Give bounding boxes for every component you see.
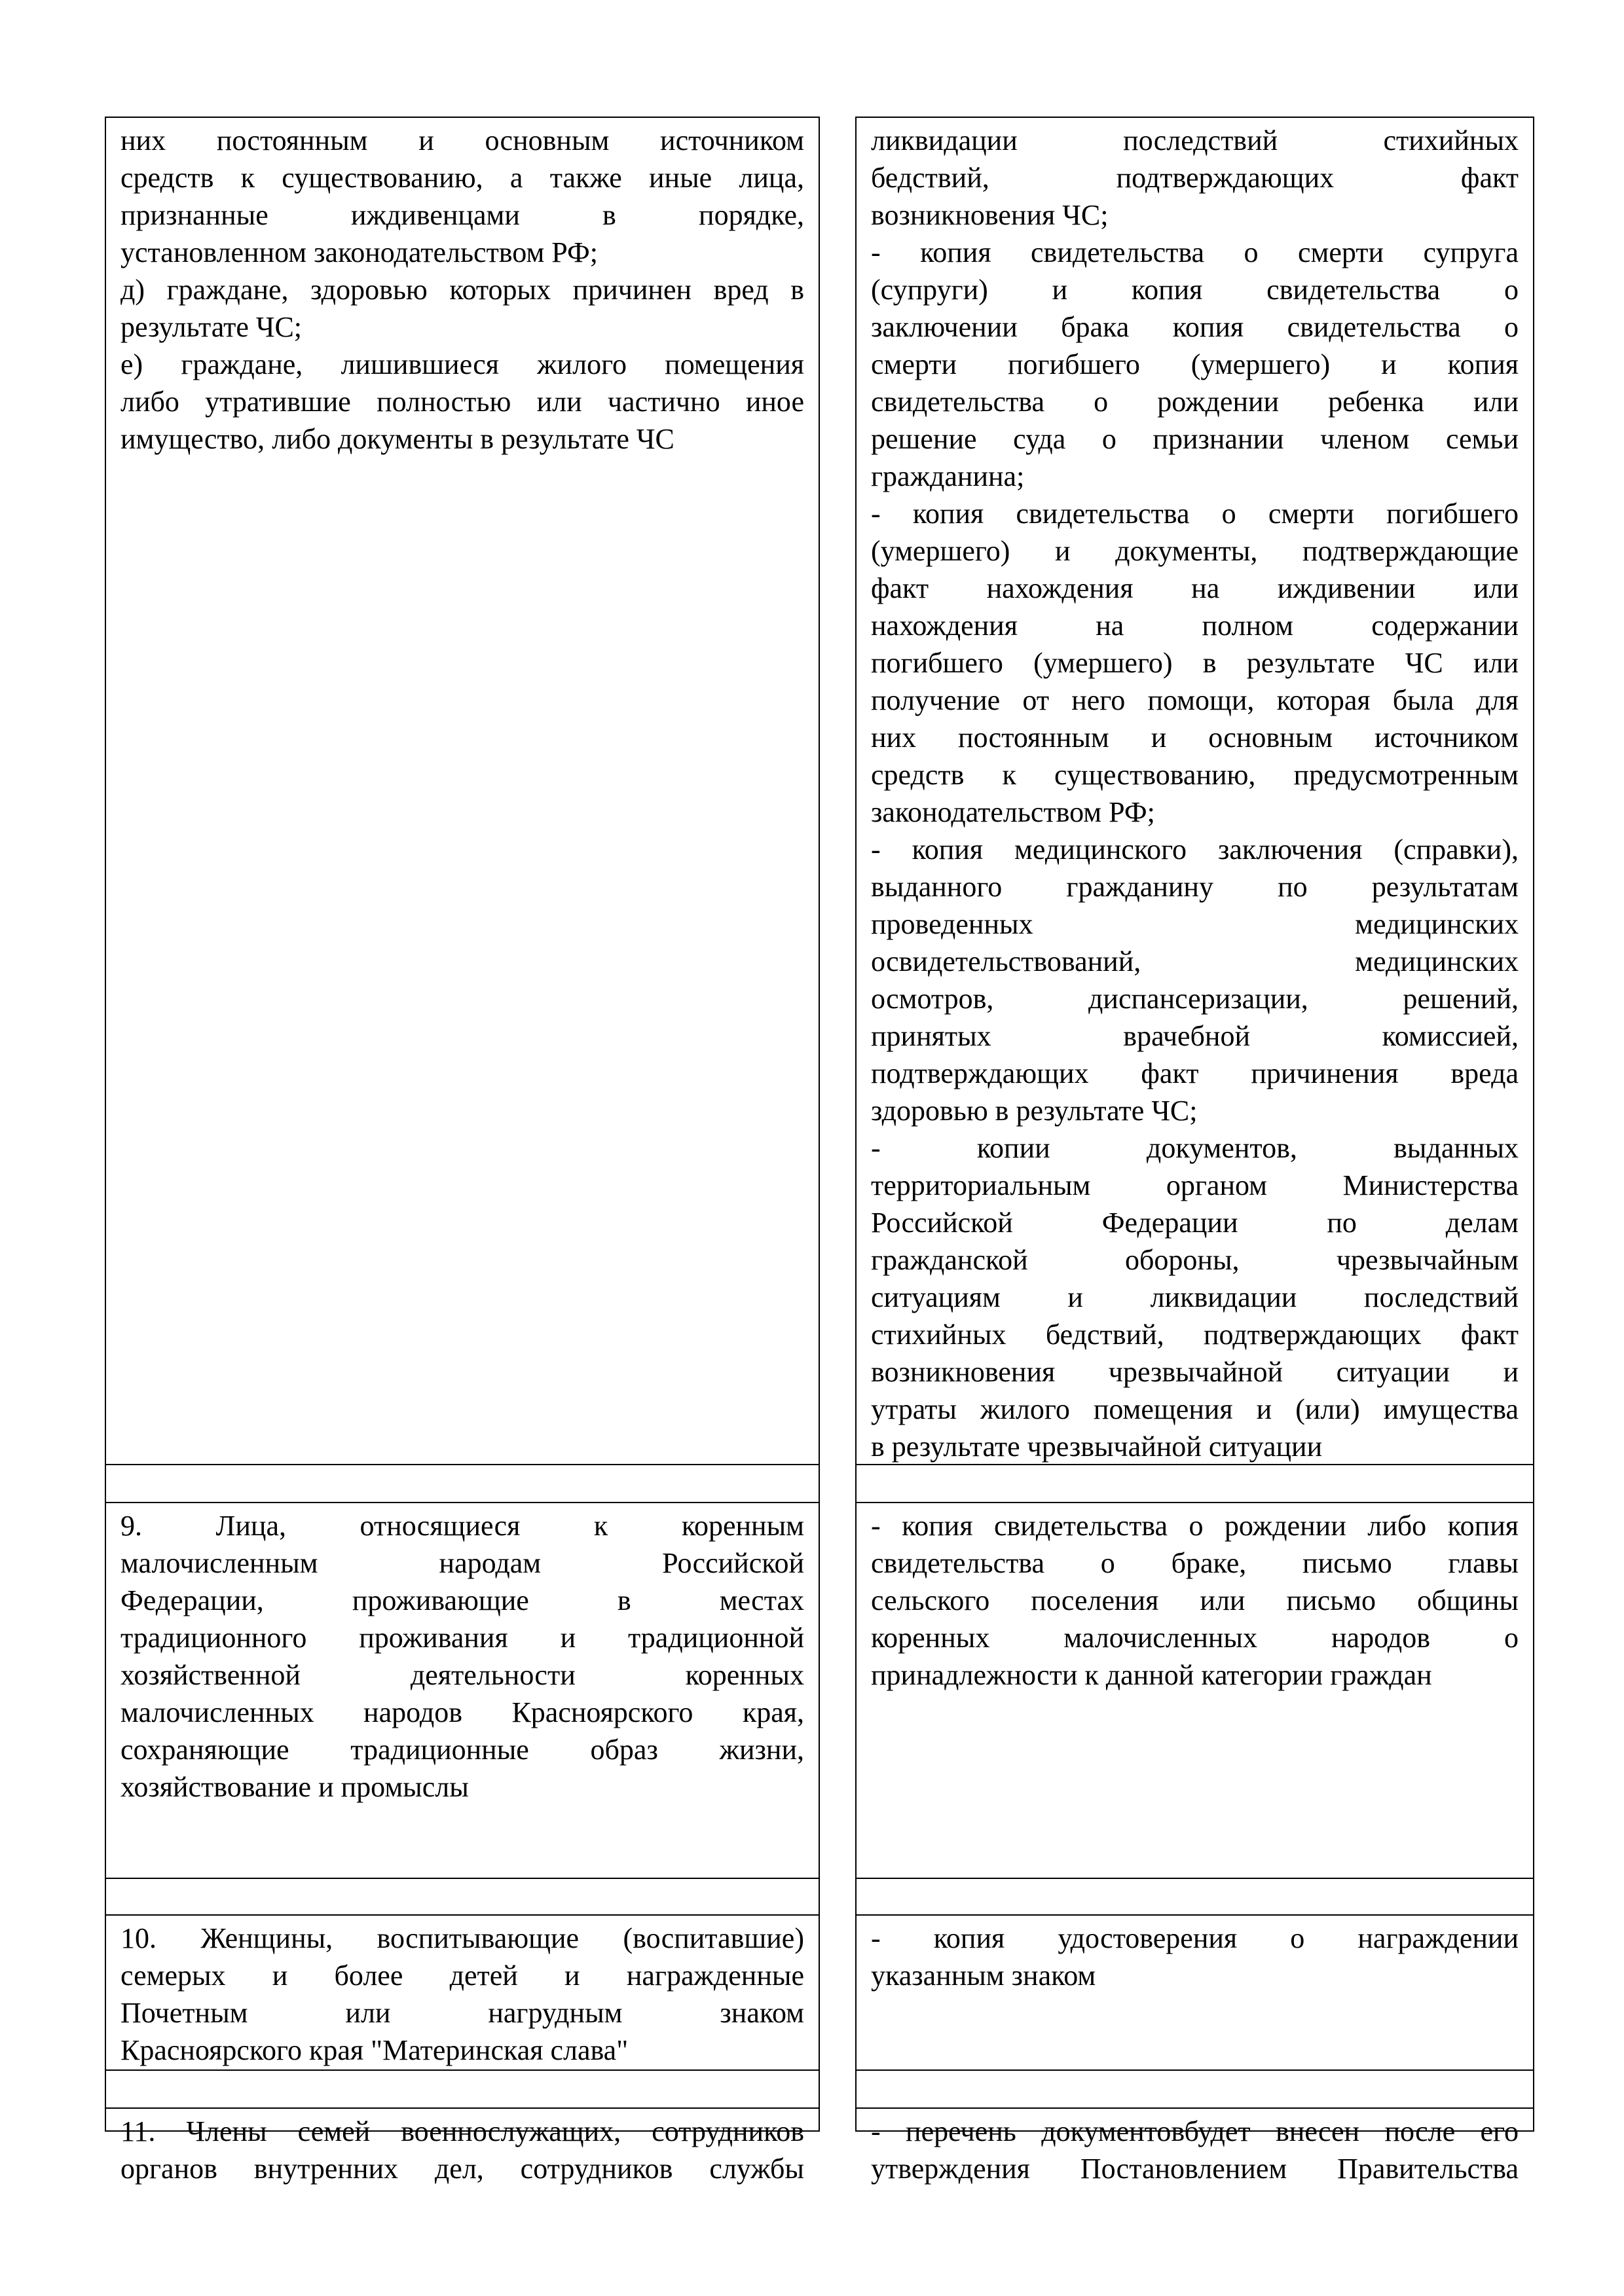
left-cell-row-9: [106, 1503, 819, 1879]
left-spacer-row-8: [106, 1465, 819, 1503]
text-line: малочисленным народам Российской: [120, 1547, 804, 1579]
text-line: выданного гражданину по результатам: [871, 871, 1519, 903]
text-line: возникновения чрезвычайной ситуации и: [871, 1356, 1519, 1388]
text-line: средств к существованию, а также иные лица,: [120, 162, 804, 194]
text-line: законодательством РФ;: [871, 796, 1155, 828]
right-spacer-row-8: [857, 1465, 1533, 1503]
text-line: Красноярского края "Материнская слава": [120, 2034, 629, 2066]
right-column-table: [855, 117, 1534, 2185]
text-line: органов внутренних дел, сотрудников службы: [120, 2153, 804, 2185]
text-line: смерти погибшего (умершего) и копия: [871, 348, 1519, 380]
text-line: коренных малочисленных народов о: [871, 1622, 1519, 1654]
text-line: либо утратившие полностью или частично иное: [120, 386, 804, 418]
text-line: в результате чрезвычайной ситуации: [871, 1430, 1323, 1463]
text-line: - копия удостоверения о награждении: [871, 1922, 1519, 1954]
text-line: гражданской обороны, чрезвычайным: [871, 1244, 1519, 1276]
right-row-8-text: [871, 122, 1519, 1465]
right-cell-row-10: [857, 1916, 1533, 2071]
text-line: принадлежности к данной категории граждан: [871, 1659, 1432, 1691]
text-line: утраты жилого помещения и (или) имущества: [871, 1393, 1519, 1425]
text-line: свидетельства о браке, письмо главы: [871, 1547, 1519, 1579]
right-row-11-text: [871, 2113, 1519, 2187]
text-line: стихийных бедствий, подтверждающих факт: [871, 1319, 1519, 1351]
text-line: семерых и более детей и награжденные: [120, 1959, 804, 1992]
left-cell-row-8: [106, 118, 819, 1465]
text-line: средств к существованию, предусмотренным: [871, 759, 1519, 791]
text-line: ликвидации последствий стихийных: [871, 124, 1519, 156]
text-line: сельского поселения или письмо общины: [871, 1584, 1519, 1616]
left-row-9-text: [120, 1507, 804, 1806]
text-line: утверждения Постановлением Правительства: [871, 2153, 1519, 2185]
text-line: - копия медицинского заключения (справки),: [871, 833, 1519, 866]
right-spacer-row-10: [857, 2071, 1533, 2109]
text-line: имущество, либо документы в результате ЧС: [120, 423, 674, 455]
left-cell-row-10: [106, 1916, 819, 2071]
right-cell-row-9: [857, 1503, 1533, 1879]
text-line: - копии документов, выданных: [871, 1132, 1519, 1164]
text-line: 10. Женщины, воспитывающие (воспитавшие): [120, 1922, 804, 1954]
text-line: осмотров, диспансеризации, решений,: [871, 983, 1519, 1015]
text-line: освидетельствований, медицинских: [871, 945, 1519, 977]
text-line: них постоянным и основным источником: [871, 721, 1519, 754]
text-line: гражданина;: [871, 460, 1025, 492]
text-line: д) граждане, здоровью которых причинен вред в: [120, 274, 804, 306]
text-line: территориальным органом Министерства: [871, 1169, 1519, 1201]
text-line: - перечень документовбудет внесен после его: [871, 2115, 1519, 2147]
text-line: ситуациям и ликвидации последствий: [871, 1281, 1519, 1313]
text-line: е) граждане, лишившиеся жилого помещения: [120, 348, 804, 380]
right-cell-row-11: [857, 2109, 1533, 2197]
text-line: подтверждающих факт причинения вреда: [871, 1057, 1519, 1089]
text-line: Почетным или нагрудным знаком: [120, 1997, 804, 2029]
text-line: (умершего) и документы, подтверждающие: [871, 535, 1519, 567]
text-line: малочисленных народов Красноярского края,: [120, 1696, 804, 1728]
text-line: здоровью в результате ЧС;: [871, 1095, 1198, 1127]
text-line: указанным знаком: [871, 1959, 1096, 1992]
left-spacer-row-10: [106, 2071, 819, 2109]
text-line: установленном законодательством РФ;: [120, 236, 598, 268]
text-line: принятых врачебной комиссией,: [871, 1020, 1519, 1052]
text-line: - копия свидетельства о рождении либо копия: [871, 1510, 1519, 1542]
text-line: - копия свидетельства о смерти супруга: [871, 236, 1519, 268]
right-spacer-row-9: [857, 1879, 1533, 1916]
text-line: хозяйствование и промыслы: [120, 1771, 469, 1803]
text-line: традиционного проживания и традиционной: [120, 1622, 804, 1654]
text-line: 9. Лица, относящиеся к коренным: [120, 1510, 804, 1542]
text-line: (супруги) и копия свидетельства о: [871, 274, 1519, 306]
left-row-10-text: [120, 1920, 804, 2069]
right-cell-row-8: [857, 118, 1533, 1465]
text-line: решение суда о признании членом семьи: [871, 423, 1519, 455]
text-line: результате ЧС;: [120, 311, 303, 343]
text-line: нахождения на полном содержании: [871, 610, 1519, 642]
text-line: признанные иждивенцами в порядке,: [120, 199, 804, 231]
text-line: сохраняющие традиционные образ жизни,: [120, 1734, 804, 1766]
text-line: получение от него помощи, которая была для: [871, 684, 1519, 716]
text-line: хозяйственной деятельности коренных: [120, 1659, 804, 1691]
text-line: факт нахождения на иждивении или: [871, 572, 1519, 604]
text-line: погибшего (умершего) в результате ЧС или: [871, 647, 1519, 679]
text-line: свидетельства о рождении ребенка или: [871, 386, 1519, 418]
text-line: бедствий, подтверждающих факт: [871, 162, 1519, 194]
text-line: заключении брака копия свидетельства о: [871, 311, 1519, 343]
text-line: - копия свидетельства о смерти погибшего: [871, 498, 1519, 530]
left-cell-row-11: [106, 2109, 819, 2197]
text-line: 11. Члены семей военнослужащих, сотрудников: [120, 2115, 804, 2147]
text-line: возникновения ЧС;: [871, 199, 1109, 231]
left-spacer-row-9: [106, 1879, 819, 1916]
text-line: проведенных медицинских: [871, 908, 1519, 940]
right-row-10-text: [871, 1920, 1519, 1994]
text-line: Российской Федерации по делам: [871, 1207, 1519, 1239]
left-row-11-text: [120, 2113, 804, 2187]
left-column-table: [105, 117, 820, 2185]
right-row-9-text: [871, 1507, 1519, 1694]
text-line: Федерации, проживающие в местах: [120, 1584, 804, 1616]
text-line: них постоянным и основным источником: [120, 124, 804, 156]
left-row-8-text: [120, 122, 804, 458]
